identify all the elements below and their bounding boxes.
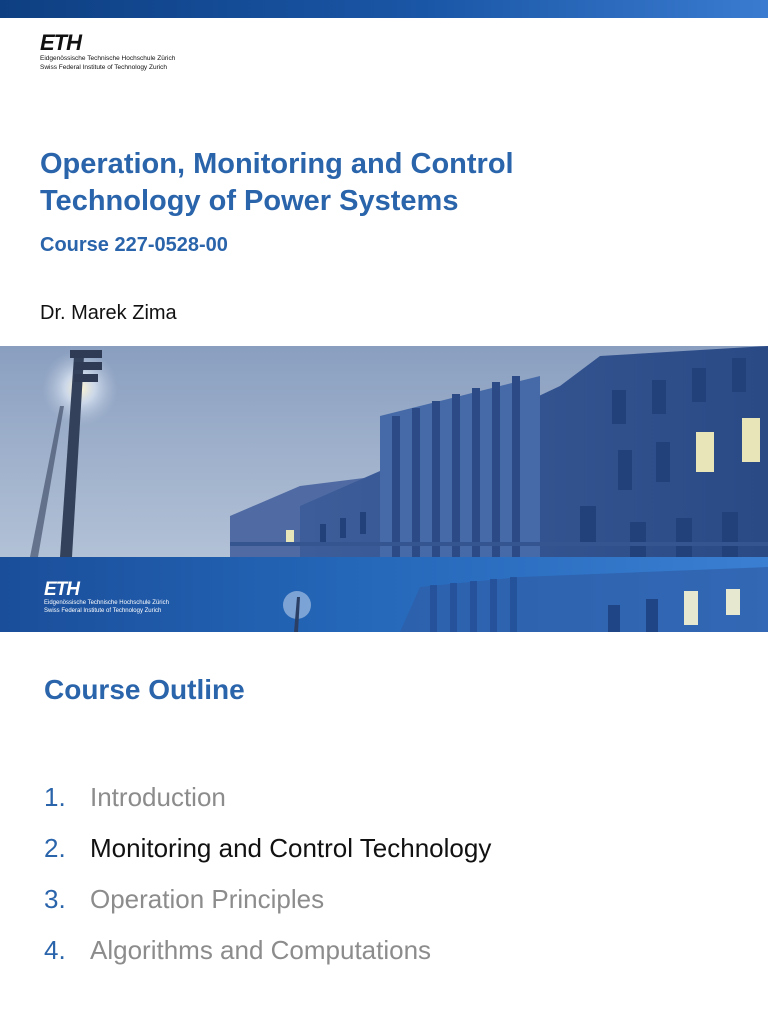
outline-item-number: 1. <box>44 782 66 812</box>
slide-title-line1: Operation, Monitoring and Control <box>40 148 514 180</box>
outline-item-number: 2. <box>44 833 66 863</box>
author-name: Dr. Marek Zima <box>40 302 177 324</box>
slide2-header-bar <box>0 557 768 632</box>
outline-item <box>44 778 491 829</box>
slide-title <box>40 146 740 220</box>
eth-logo-slide2 <box>44 580 169 615</box>
outline-item-label: Algorithms and Computations <box>90 935 432 965</box>
eth-logo-slide2-line2: Swiss Federal Institute of Technology Zurich <box>44 608 162 614</box>
outline-item-label: Introduction <box>90 782 226 812</box>
outline-item <box>44 931 491 982</box>
course-number: Course 227-0528-00 <box>40 234 228 256</box>
eth-logo <box>40 32 175 72</box>
outline-item-label: Operation Principles <box>90 884 325 914</box>
outline-item-current <box>44 829 491 880</box>
outline-heading: Course Outline <box>44 674 245 705</box>
top-accent-bar <box>0 0 768 18</box>
eth-wordmark: ETH <box>40 30 81 55</box>
outline-item <box>44 880 491 931</box>
outline-item-number: 4. <box>44 935 66 965</box>
eth-wordmark-slide2: ETH <box>44 579 79 600</box>
eth-logo-line2: Swiss Federal Institute of Technology Zurich <box>40 64 168 71</box>
outline-item-label: Monitoring and Control Technology <box>90 833 492 863</box>
eth-logo-slide2-line1: Eidgenössische Technische Hochschule Zürich <box>44 600 169 606</box>
slide-title-line2: Technology of Power Systems <box>40 185 459 217</box>
eth-building-photo <box>0 346 768 557</box>
eth-logo-line1: Eidgenössische Technische Hochschule Zürich <box>40 55 176 62</box>
outline-item-number: 3. <box>44 884 66 914</box>
outline-list <box>44 778 491 982</box>
